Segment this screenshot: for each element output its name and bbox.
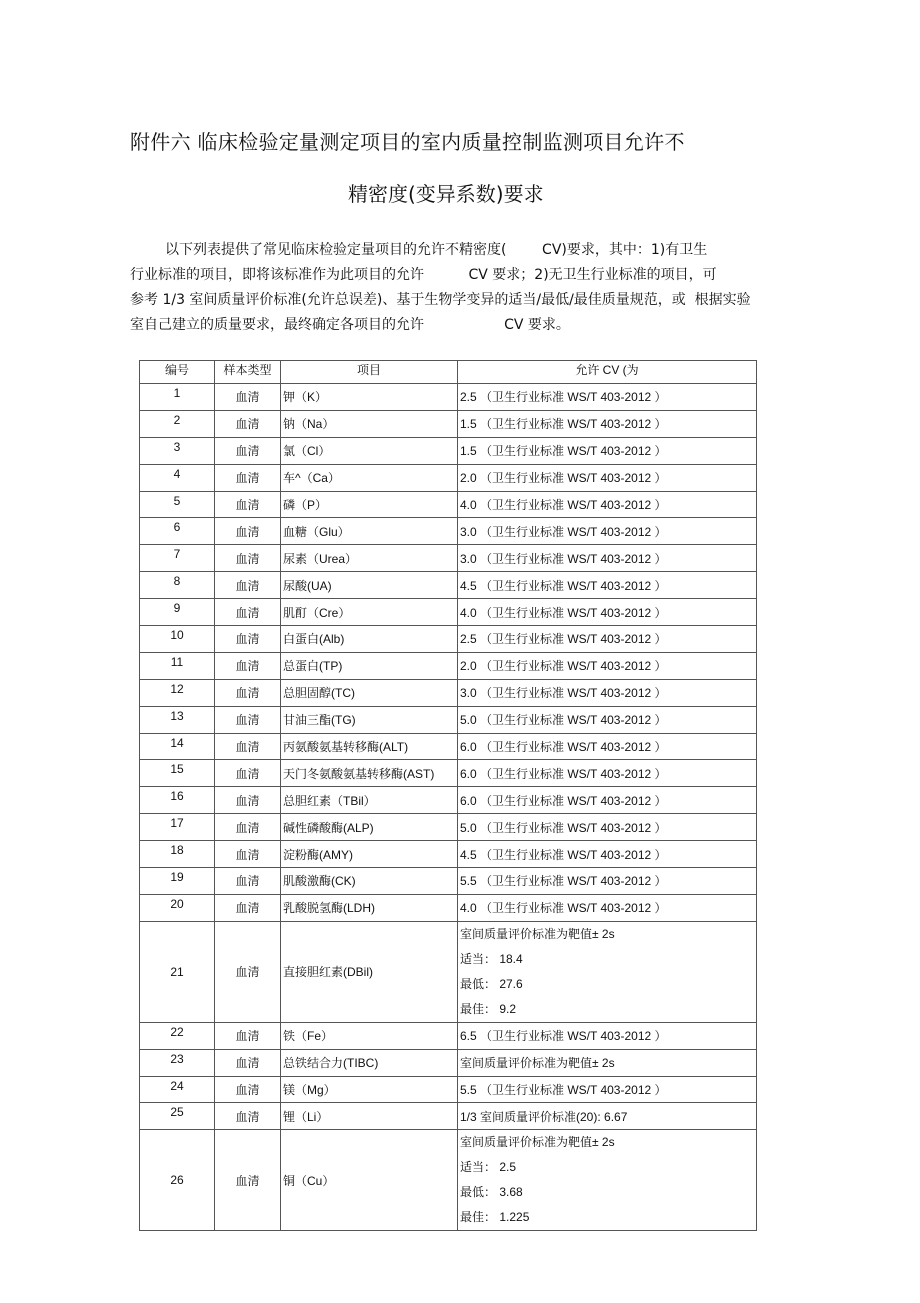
- document-title-line2: 精密度(变异系数)要求: [348, 182, 544, 206]
- row-allowed-cv: 2.5 （卫生行业标准 WS/T 403-2012 ）: [458, 626, 757, 653]
- row-allowed-cv: 室间质量评价标准为靶值± 2s: [458, 1049, 757, 1076]
- row-sample-type: 血清: [215, 706, 281, 733]
- table-row: [140, 491, 757, 518]
- row-sample-type: 血清: [215, 921, 281, 1022]
- row-number: 9: [140, 599, 215, 626]
- table-row: [140, 733, 757, 760]
- table-row: [140, 518, 757, 545]
- row-item-name: 直接胆红素(DBil): [281, 921, 458, 1022]
- intro-paragraph-line4: 室自己建立的质量要求，最终确定各项目的允许 CV 要求。: [130, 317, 570, 333]
- row-number: 22: [140, 1022, 215, 1049]
- row-sample-type: 血清: [215, 1076, 281, 1103]
- row-allowed-cv: 4.0 （卫生行业标准 WS/T 403-2012 ）: [458, 491, 757, 518]
- row-allowed-cv: 5.5 （卫生行业标准 WS/T 403-2012 ）: [458, 868, 757, 895]
- row-allowed-cv: 5.0 （卫生行业标准 WS/T 403-2012 ）: [458, 706, 757, 733]
- row-allowed-cv: 3.0 （卫生行业标准 WS/T 403-2012 ）: [458, 518, 757, 545]
- row-item-name: 磷（P）: [281, 491, 458, 518]
- cv-requirements-table: [139, 360, 757, 1231]
- row-number: 14: [140, 733, 215, 760]
- row-allowed-cv: 6.5 （卫生行业标准 WS/T 403-2012 ）: [458, 1022, 757, 1049]
- row-number: 17: [140, 814, 215, 841]
- header-number: 编号: [140, 361, 215, 384]
- table-row: [140, 814, 757, 841]
- row-allowed-cv: 2.0 （卫生行业标准 WS/T 403-2012 ）: [458, 652, 757, 679]
- table-header-row: [140, 361, 757, 384]
- cv-line: 最低： 27.6: [460, 976, 523, 991]
- row-item-name: 钠（Na）: [281, 410, 458, 437]
- row-number: 15: [140, 760, 215, 787]
- row-sample-type: 血清: [215, 1049, 281, 1076]
- table-row: [140, 626, 757, 653]
- table-row: [140, 545, 757, 572]
- table-row: [140, 760, 757, 787]
- row-number: 21: [140, 921, 215, 1022]
- row-allowed-cv: 5.5 （卫生行业标准 WS/T 403-2012 ）: [458, 1076, 757, 1103]
- row-number: 3: [140, 437, 215, 464]
- table-row: [140, 437, 757, 464]
- row-sample-type: 血清: [215, 410, 281, 437]
- row-allowed-cv: 5.0 （卫生行业标准 WS/T 403-2012 ）: [458, 814, 757, 841]
- row-allowed-cv: 4.5 （卫生行业标准 WS/T 403-2012 ）: [458, 841, 757, 868]
- row-number: 24: [140, 1076, 215, 1103]
- row-sample-type: 血清: [215, 1022, 281, 1049]
- row-number: 12: [140, 679, 215, 706]
- row-item-name: 甘油三酯(TG): [281, 706, 458, 733]
- row-item-name: 铁（Fe）: [281, 1022, 458, 1049]
- row-sample-type: 血清: [215, 545, 281, 572]
- row-item-name: 肌酸激酶(CK): [281, 868, 458, 895]
- row-sample-type: 血清: [215, 679, 281, 706]
- header-sample-type: 样本类型: [215, 361, 281, 384]
- row-item-name: 血糖（Glu）: [281, 518, 458, 545]
- row-item-name: 碱性磷酸酶(ALP): [281, 814, 458, 841]
- row-sample-type: 血清: [215, 464, 281, 491]
- table-row: [140, 1103, 757, 1130]
- row-item-name: 铜（Cu）: [281, 1130, 458, 1231]
- row-item-name: 总蛋白(TP): [281, 652, 458, 679]
- row-number: 2: [140, 410, 215, 437]
- row-item-name: 天门冬氨酸氨基转移酶(AST): [281, 760, 458, 787]
- row-sample-type: 血清: [215, 599, 281, 626]
- row-item-name: 尿酸(UA): [281, 572, 458, 599]
- table-row: [140, 652, 757, 679]
- row-item-name: 淀粉酶(AMY): [281, 841, 458, 868]
- row-number: 10: [140, 626, 215, 653]
- cv-line: 适当： 2.5: [460, 1160, 517, 1175]
- row-allowed-cv: [458, 1130, 757, 1231]
- row-number: 5: [140, 491, 215, 518]
- row-number: 16: [140, 787, 215, 814]
- row-sample-type: 血清: [215, 652, 281, 679]
- row-number: 26: [140, 1130, 215, 1231]
- cv-line: 最佳： 9.2: [460, 1001, 517, 1016]
- row-sample-type: 血清: [215, 518, 281, 545]
- row-item-name: 氯（Cl）: [281, 437, 458, 464]
- row-item-name: 丙氨酸氨基转移酶(ALT): [281, 733, 458, 760]
- document-title-line1: 附件六 临床检验定量测定项目的室内质量控制监测项目允许不: [130, 130, 685, 154]
- row-item-name: 钾（K）: [281, 384, 458, 411]
- table-row: [140, 706, 757, 733]
- row-sample-type: 血清: [215, 814, 281, 841]
- table-row: [140, 464, 757, 491]
- row-number: 8: [140, 572, 215, 599]
- row-item-name: 乳酸脱氢酶(LDH): [281, 894, 458, 921]
- row-item-name: 总铁结合力(TIBC): [281, 1049, 458, 1076]
- row-number: 6: [140, 518, 215, 545]
- row-number: 25: [140, 1103, 215, 1130]
- row-item-name: 白蛋白(Alb): [281, 626, 458, 653]
- row-allowed-cv: 2.5 （卫生行业标准 WS/T 403-2012 ）: [458, 384, 757, 411]
- cv-line: 最佳： 1.225: [460, 1210, 530, 1225]
- row-item-name: 锂（Li）: [281, 1103, 458, 1130]
- row-sample-type: 血清: [215, 894, 281, 921]
- row-number: 11: [140, 652, 215, 679]
- intro-paragraph-line3: 参考 1/3 室间质量评价标准(允许总误差)、基于生物学变异的适当/最低/最佳质量规范，或 根据实验: [130, 292, 751, 308]
- row-allowed-cv: 3.0 （卫生行业标准 WS/T 403-2012 ）: [458, 679, 757, 706]
- table-row: [140, 841, 757, 868]
- table-row: [140, 921, 757, 1022]
- row-sample-type: 血清: [215, 1130, 281, 1231]
- row-allowed-cv: 6.0 （卫生行业标准 WS/T 403-2012 ）: [458, 787, 757, 814]
- table-row: [140, 1022, 757, 1049]
- row-allowed-cv: 2.0 （卫生行业标准 WS/T 403-2012 ）: [458, 464, 757, 491]
- row-sample-type: 血清: [215, 841, 281, 868]
- row-sample-type: 血清: [215, 760, 281, 787]
- table-row: [140, 1130, 757, 1231]
- cv-line: 最低： 3.68: [460, 1185, 523, 1200]
- table-row: [140, 1076, 757, 1103]
- row-sample-type: 血清: [215, 787, 281, 814]
- cv-line: 室间质量评价标准为靶值± 2s: [460, 926, 615, 941]
- row-sample-type: 血清: [215, 572, 281, 599]
- row-sample-type: 血清: [215, 491, 281, 518]
- row-sample-type: 血清: [215, 384, 281, 411]
- row-sample-type: 血清: [215, 437, 281, 464]
- row-number: 20: [140, 894, 215, 921]
- table-row: [140, 1049, 757, 1076]
- table-row: [140, 787, 757, 814]
- row-allowed-cv: [458, 921, 757, 1022]
- row-number: 23: [140, 1049, 215, 1076]
- table-row: [140, 894, 757, 921]
- row-allowed-cv: 4.5 （卫生行业标准 WS/T 403-2012 ）: [458, 572, 757, 599]
- row-number: 1: [140, 384, 215, 411]
- intro-paragraph-line2: 行业标准的项目，即将该标准作为此项目的允许 CV 要求；2)无卫生行业标准的项目，可: [130, 267, 717, 283]
- header-allowed-cv: 允许 CV (为: [458, 361, 757, 384]
- table-row: [140, 572, 757, 599]
- row-item-name: 总胆红素（TBil）: [281, 787, 458, 814]
- row-allowed-cv: 4.0 （卫生行业标准 WS/T 403-2012 ）: [458, 894, 757, 921]
- row-item-name: 总胆固醇(TC): [281, 679, 458, 706]
- row-item-name: 尿素（Urea）: [281, 545, 458, 572]
- row-sample-type: 血清: [215, 868, 281, 895]
- cv-line: 室间质量评价标准为靶值± 2s: [460, 1135, 615, 1150]
- row-allowed-cv: 1.5 （卫生行业标准 WS/T 403-2012 ）: [458, 410, 757, 437]
- table-row: [140, 868, 757, 895]
- row-number: 19: [140, 868, 215, 895]
- row-allowed-cv: 6.0 （卫生行业标准 WS/T 403-2012 ）: [458, 733, 757, 760]
- row-sample-type: 血清: [215, 733, 281, 760]
- table-row: [140, 410, 757, 437]
- row-allowed-cv: 1/3 室间质量评价标准(20): 6.67: [458, 1103, 757, 1130]
- table-row: [140, 384, 757, 411]
- row-number: 13: [140, 706, 215, 733]
- row-sample-type: 血清: [215, 626, 281, 653]
- row-sample-type: 血清: [215, 1103, 281, 1130]
- row-number: 4: [140, 464, 215, 491]
- table-row: [140, 679, 757, 706]
- table-body: [140, 384, 757, 1231]
- row-item-name: 车^（Ca）: [281, 464, 458, 491]
- row-number: 18: [140, 841, 215, 868]
- row-allowed-cv: 1.5 （卫生行业标准 WS/T 403-2012 ）: [458, 437, 757, 464]
- table-row: [140, 599, 757, 626]
- row-allowed-cv: 4.0 （卫生行业标准 WS/T 403-2012 ）: [458, 599, 757, 626]
- row-item-name: 肌酊（Cre）: [281, 599, 458, 626]
- cv-line: 适当： 18.4: [460, 951, 523, 966]
- row-allowed-cv: 3.0 （卫生行业标准 WS/T 403-2012 ）: [458, 545, 757, 572]
- row-item-name: 镁（Mg）: [281, 1076, 458, 1103]
- row-allowed-cv: 6.0 （卫生行业标准 WS/T 403-2012 ）: [458, 760, 757, 787]
- header-item: 项目: [281, 361, 458, 384]
- intro-paragraph-line1: 以下列表提供了常见临床检验定量项目的允许不精密度( CV)要求，其中：1)有卫生: [165, 242, 708, 258]
- row-number: 7: [140, 545, 215, 572]
